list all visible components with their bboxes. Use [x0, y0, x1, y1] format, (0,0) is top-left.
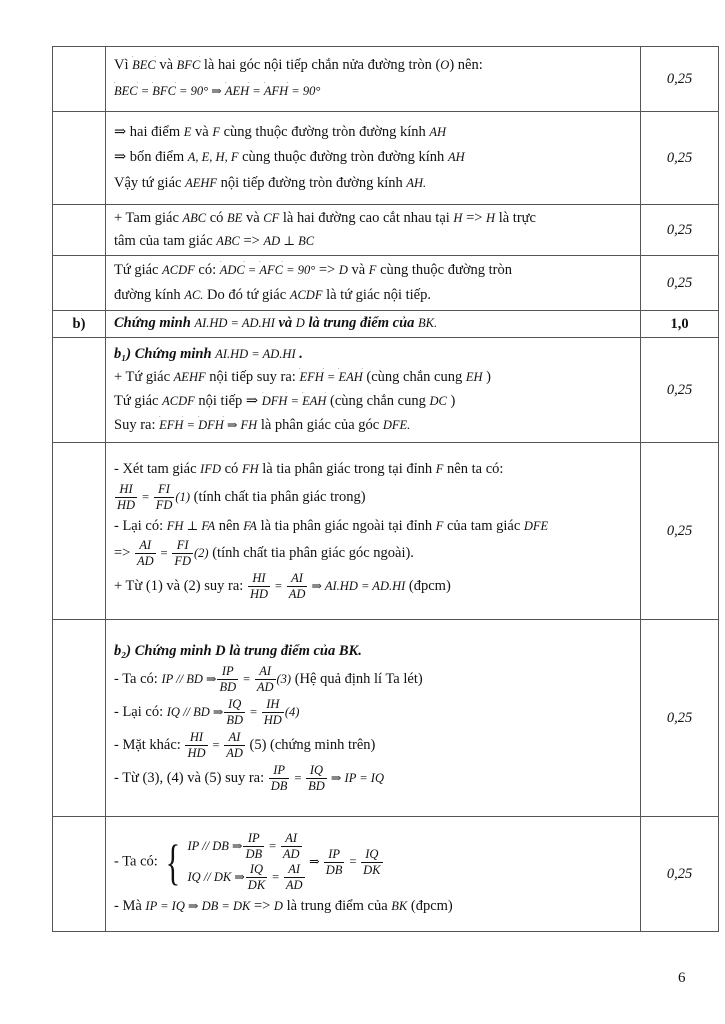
math: IFD — [200, 461, 221, 476]
math: AEH — [224, 84, 250, 98]
score-cell: 0,25 — [641, 338, 719, 443]
math: AEHF — [185, 175, 218, 190]
content-cell — [106, 443, 641, 620]
text: => — [239, 232, 264, 249]
text: Tứ giác — [114, 261, 163, 278]
math: ⇒ — [309, 854, 323, 869]
text: của tam giác — [443, 517, 524, 534]
content-cell — [106, 817, 641, 932]
denominator: BD — [219, 679, 237, 694]
math: BK — [391, 899, 408, 914]
math: = 90° — [288, 84, 321, 98]
text-line — [114, 123, 632, 143]
numerator: HI — [185, 730, 207, 746]
numerator: AI — [287, 571, 308, 587]
formula-line — [114, 664, 632, 695]
subpart-heading: b₂) Chứng minh D là trung điểm của BK. — [114, 643, 362, 660]
label-cell — [53, 338, 106, 443]
math: EH — [465, 370, 483, 385]
denominator: AD — [285, 878, 303, 893]
numerator: AI — [224, 730, 245, 746]
math: AH — [447, 150, 465, 165]
text: Suy ra: — [114, 416, 160, 433]
fraction — [135, 538, 156, 569]
text: và — [242, 209, 264, 226]
math: DC — [429, 394, 447, 408]
text: => — [462, 209, 487, 226]
text: (đpcm) — [407, 898, 453, 915]
text: . — [295, 345, 303, 362]
formula-line — [114, 831, 632, 893]
formula-line — [114, 571, 632, 602]
math: D — [338, 262, 348, 277]
text: và — [191, 123, 213, 140]
math: ACDF — [162, 394, 195, 408]
score-cell: 0,25 — [641, 256, 719, 311]
denominator: BD — [308, 778, 325, 793]
math: = — [265, 839, 280, 854]
math: EFH — [159, 417, 184, 432]
text: là tia phân giác trong tại đỉnh — [258, 460, 436, 477]
numerator: IQ — [306, 763, 327, 779]
math: EFH — [299, 370, 324, 385]
math: AEHF — [173, 370, 206, 385]
fraction — [361, 847, 382, 878]
fraction — [284, 862, 305, 893]
label-cell — [53, 256, 106, 311]
math: H — [453, 210, 463, 225]
numerator: AI — [255, 664, 276, 680]
text: cùng thuộc đường tròn đường kính — [238, 149, 448, 166]
numerator: IP — [324, 847, 345, 863]
formula-line — [114, 538, 632, 569]
math: ⇒ — [327, 770, 345, 785]
math: = — [246, 704, 261, 719]
numerator: AI — [135, 538, 156, 554]
text: Do đó tứ giác — [203, 286, 290, 303]
numerator: HI — [115, 482, 137, 498]
math: DFH — [261, 394, 288, 408]
math: ⇒ — [308, 578, 325, 593]
fraction — [281, 831, 302, 862]
math: BFC — [176, 58, 201, 73]
math: ADC — [219, 262, 245, 277]
fraction — [255, 664, 276, 695]
text-line — [114, 460, 632, 480]
table-row — [53, 47, 719, 112]
math: = — [244, 262, 260, 277]
fraction — [262, 697, 284, 728]
denominator: HD — [249, 587, 269, 602]
text: có — [206, 209, 228, 226]
text: Vậy tứ giác — [114, 174, 186, 191]
text: cùng thuộc đường tròn — [376, 261, 512, 278]
denominator: AD — [136, 554, 154, 569]
text: => — [250, 898, 274, 915]
system-row — [187, 831, 305, 862]
math: = — [183, 417, 199, 432]
content-cell — [106, 256, 641, 311]
text: - Lại có: — [114, 703, 167, 720]
denominator: BD — [226, 712, 244, 727]
text: - Ta có: — [114, 853, 162, 870]
math: FA — [243, 518, 257, 533]
text-line — [114, 174, 632, 194]
text: - Lại có: — [114, 517, 167, 534]
fraction — [324, 847, 345, 878]
text: ⇒ bốn điểm — [114, 149, 188, 166]
text: có — [221, 460, 242, 477]
fraction — [306, 763, 327, 794]
math: EAH — [302, 394, 327, 408]
page-number: 6 — [678, 970, 686, 986]
text: (cùng chắn cung — [362, 369, 466, 386]
score-cell: 0,25 — [641, 817, 719, 932]
text: ⇒ hai điểm — [114, 123, 184, 140]
math: IP = IQ ⇒ DB = DK — [145, 899, 251, 914]
math: AD ⊥ BC — [263, 233, 315, 248]
text-line — [114, 286, 632, 306]
text: - Từ (3), (4) và (5) suy ra: — [114, 769, 268, 786]
text: => — [315, 261, 339, 278]
denominator: DB — [245, 847, 263, 862]
math: = 90° ⇒ — [175, 84, 225, 98]
math: H — [486, 210, 496, 225]
formula-line — [114, 763, 632, 794]
fraction — [224, 697, 245, 728]
brace-glyph: { — [166, 834, 181, 891]
math: IQ // BD ⇒ — [166, 704, 224, 719]
text-line — [114, 148, 632, 168]
text: có: — [194, 261, 220, 278]
denominator: HD — [187, 745, 206, 760]
text: cùng thuộc đường tròn đường kính — [219, 123, 430, 140]
math: (3) — [276, 671, 292, 686]
score-cell: 0,25 — [641, 205, 719, 256]
table-row — [53, 112, 719, 205]
math: ACDF — [289, 287, 323, 302]
math: = — [249, 84, 264, 98]
text-line — [114, 232, 632, 252]
text: ) — [446, 393, 456, 409]
text: là phân giác của góc — [257, 416, 383, 433]
math: FH — [240, 417, 258, 432]
system-brace — [161, 831, 305, 893]
part-heading — [114, 314, 632, 334]
math: ABC — [182, 210, 207, 225]
text: + Tứ giác — [114, 369, 174, 386]
math: IP // BD ⇒ — [161, 671, 217, 686]
text: là trung điểm của — [304, 315, 419, 332]
table-row — [53, 817, 719, 932]
math: ABC — [216, 233, 240, 248]
score-cell: 0,25 — [641, 112, 719, 205]
text-line — [114, 517, 632, 537]
text: nội tiếp suy ra: — [205, 369, 300, 386]
score-cell: 0,25 — [641, 47, 719, 112]
numerator: FI — [172, 538, 193, 554]
fraction — [224, 730, 245, 761]
content-cell — [106, 338, 641, 443]
math: E — [183, 124, 192, 139]
math: = — [323, 370, 339, 385]
math: IP // DB ⇒ — [187, 839, 243, 854]
subpart-heading — [114, 345, 632, 365]
fraction — [115, 482, 137, 513]
numerator: AI — [284, 862, 305, 878]
math: = 90° — [283, 262, 316, 277]
text: nội tiếp đường tròn đường kính — [217, 174, 407, 191]
math: AFH — [263, 84, 289, 98]
math: BE — [227, 210, 243, 225]
denominator: DB — [325, 862, 343, 877]
math: = — [345, 854, 361, 869]
fraction — [185, 730, 207, 761]
math: AI.HD = AD.HI — [215, 346, 296, 361]
text: và — [155, 57, 177, 74]
math: ⇒ — [223, 417, 241, 432]
text: nội tiếp ⇒ — [194, 393, 262, 409]
math: D — [295, 316, 305, 331]
label-cell — [53, 620, 106, 817]
text: là hai đường cao cắt nhau tại — [279, 209, 454, 226]
math: F — [435, 461, 444, 476]
text: (Hệ quả định lí Ta lét) — [291, 670, 423, 687]
math: = — [156, 545, 172, 560]
denominator: HD — [263, 712, 282, 727]
text: - Mà — [114, 898, 146, 915]
math: = — [290, 770, 306, 785]
math: DFH — [198, 417, 224, 432]
fraction — [243, 831, 264, 862]
numerator: IP — [243, 831, 264, 847]
text-line — [114, 368, 632, 388]
math: AH. — [406, 175, 427, 190]
text-line — [114, 392, 632, 412]
label-cell — [53, 443, 106, 620]
math: (4) — [284, 704, 300, 719]
text: Tứ giác — [114, 393, 163, 409]
denominator: DK — [247, 878, 266, 893]
denominator: DK — [363, 862, 381, 877]
solution-table — [52, 46, 719, 932]
math: IP = IQ — [344, 770, 384, 785]
content-cell — [106, 620, 641, 817]
text-line — [114, 56, 632, 76]
denominator: DB — [270, 778, 288, 793]
text: nên ta có: — [443, 460, 504, 477]
math: BEC — [132, 58, 156, 73]
math: AH — [429, 124, 447, 139]
text: là trung điểm của — [282, 898, 392, 915]
math: EAH — [338, 370, 363, 385]
numerator: IH — [262, 697, 284, 713]
math: BEC — [114, 84, 138, 98]
fraction — [154, 482, 175, 513]
label-cell — [53, 817, 106, 932]
content-cell — [106, 112, 641, 205]
text: và — [347, 261, 369, 278]
math: (1) — [175, 489, 190, 504]
text: đường kính — [114, 286, 185, 303]
denominator: FD — [155, 497, 173, 512]
math: DFE. — [382, 417, 411, 432]
math: = — [268, 870, 283, 885]
math: = — [271, 578, 286, 593]
text: (đpcm) — [405, 577, 451, 594]
math: O — [440, 58, 450, 73]
numerator: AI — [281, 831, 302, 847]
numerator: FI — [154, 482, 175, 498]
system-row — [187, 862, 305, 893]
text: là hai góc nội tiếp chắn nửa đường tròn ( — [200, 57, 441, 74]
text: + Từ (1) và (2) suy ra: — [114, 577, 247, 594]
math: = — [239, 671, 254, 686]
math: (2) — [194, 545, 209, 560]
text-line — [114, 209, 632, 229]
label-cell — [53, 205, 106, 256]
fraction — [172, 538, 193, 569]
math: AC. — [184, 287, 204, 302]
score-cell: 0,25 — [641, 443, 719, 620]
text-line — [114, 897, 632, 917]
table-row — [53, 443, 719, 620]
math: FH ⊥ FA — [166, 518, 216, 533]
fraction — [287, 571, 308, 602]
denominator: FD — [174, 554, 192, 569]
score-cell: 1,0 — [641, 311, 719, 338]
math: DFE — [523, 518, 549, 533]
fraction — [248, 571, 270, 602]
math: F — [368, 262, 377, 277]
text: Vì — [114, 57, 133, 74]
label-cell — [53, 47, 106, 112]
denominator: HD — [117, 497, 136, 512]
text-line — [114, 261, 632, 281]
text: => — [114, 544, 134, 561]
math: = — [137, 84, 153, 98]
numerator: IQ — [246, 862, 267, 878]
text: (tính chất tia phân giác trong) — [190, 488, 366, 505]
text: là tia phân giác ngoài tại đỉnh — [256, 517, 436, 534]
table-row — [53, 311, 719, 338]
table-row — [53, 620, 719, 817]
numerator: IQ — [361, 847, 382, 863]
table-row — [53, 256, 719, 311]
score-cell: 0,25 — [641, 620, 719, 817]
content-cell — [106, 311, 641, 338]
fraction — [269, 763, 290, 794]
formula-line — [114, 482, 632, 513]
math: AI.HD = AD.HI — [194, 316, 275, 331]
math: AI.HD = AD.HI — [324, 578, 406, 593]
numerator: IP — [269, 763, 290, 779]
text: - Mặt khác: — [114, 736, 185, 753]
math: = — [287, 394, 303, 408]
numerator: IQ — [224, 697, 245, 713]
text: nên — [215, 517, 244, 534]
math: FH — [241, 461, 259, 476]
math: = — [138, 489, 153, 504]
formula-line — [114, 697, 632, 728]
math: F — [212, 124, 220, 139]
math: BFC — [152, 84, 176, 98]
math: CF — [263, 210, 280, 225]
text: (cùng chắn cung — [326, 393, 430, 409]
math: = — [208, 737, 224, 752]
text: Chứng minh — [114, 315, 195, 332]
denominator: AD — [256, 679, 274, 694]
text: là trực — [495, 209, 536, 226]
fraction — [246, 862, 267, 893]
fraction — [217, 664, 238, 695]
table-row — [53, 205, 719, 256]
numerator: IP — [217, 664, 238, 680]
text: (5) (chứng minh trên) — [245, 736, 376, 753]
math: AFC — [259, 262, 284, 277]
text: - Ta có: — [114, 670, 162, 687]
text: tâm của tam giác — [114, 232, 217, 249]
text: + Tam giác — [114, 209, 183, 226]
text: ) — [482, 369, 491, 386]
content-cell — [106, 47, 641, 112]
text: là tứ giác nội tiếp. — [322, 286, 431, 303]
denominator: AD — [226, 745, 243, 760]
math: D — [273, 899, 283, 914]
text: - Xét tam giác — [114, 460, 201, 477]
math: BK. — [418, 316, 438, 331]
math: ACDF — [162, 262, 195, 277]
label-cell — [53, 112, 106, 205]
math: F — [435, 518, 444, 533]
system-rows — [187, 831, 305, 893]
denominator: AD — [282, 847, 300, 862]
text: ) nên: — [449, 57, 483, 74]
math: A, E, H, F — [187, 150, 239, 165]
part-label: b) — [53, 311, 106, 338]
numerator: HI — [248, 571, 270, 587]
text: b₁) Chứng minh — [114, 345, 216, 362]
math: IQ // DK ⇒ — [187, 870, 245, 885]
table-row — [53, 338, 719, 443]
text: (tính chất tia phân giác góc ngoài). — [208, 544, 414, 561]
text-line — [114, 416, 632, 436]
content-cell — [106, 205, 641, 256]
text: và — [274, 315, 296, 332]
formula-line — [114, 730, 632, 761]
math-line — [114, 82, 632, 102]
denominator: AD — [288, 587, 306, 602]
